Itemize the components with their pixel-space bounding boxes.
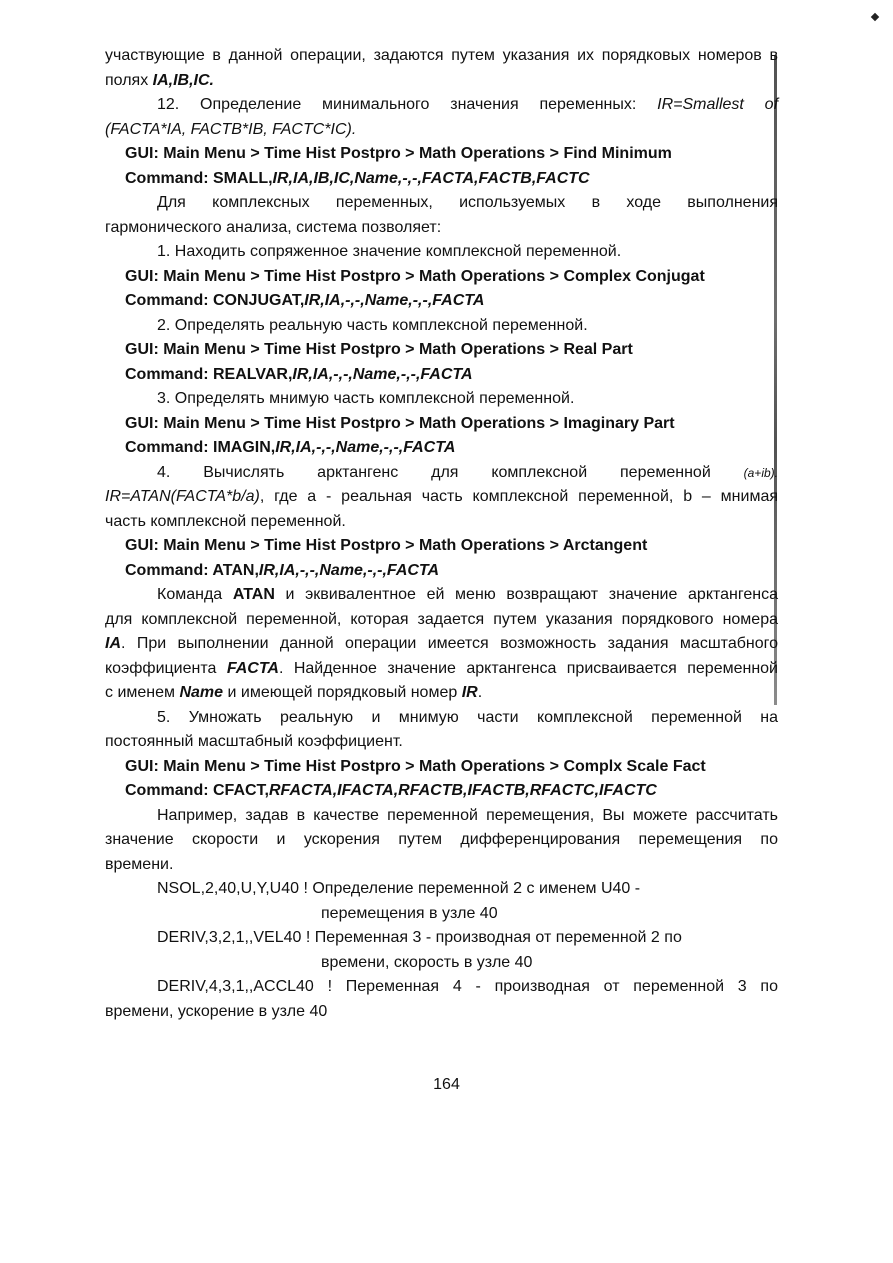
text-span: 1. Находить сопряженное значение комплексной переменной. — [157, 243, 622, 260]
item-4-line-3 — [105, 510, 778, 535]
code-comment: времени, ускорение в узле 40 — [105, 1002, 328, 1020]
text-span: и имеющей порядковый номер — [223, 684, 462, 701]
text-span: 4. Вычислять арктангенс для комплексной переменной — [157, 463, 744, 481]
text-span: постоянный масштабный коэффициент. — [105, 733, 403, 750]
item-5-line-2 — [105, 730, 778, 755]
item-2-gui-path — [125, 338, 778, 363]
item-12-line-2 — [105, 118, 778, 143]
text-span: гармонического анализа, система позволяет: — [105, 218, 442, 236]
item-1-gui-path — [125, 265, 778, 290]
command-args: IR,IA,-,-,Name,-,-,FACTA — [292, 365, 473, 383]
item-3-command — [125, 436, 778, 461]
text-span: участвующие в данной операции, задаются путем указания их порядковых номеров в — [105, 47, 778, 64]
text-span: Например, задав в качестве переменной перемещения, Вы можете рассчитать — [157, 806, 778, 824]
intro-continuation-line-1 — [105, 44, 778, 69]
command-name: Command: IMAGIN, — [125, 439, 276, 456]
example-paragraph-line-1 — [105, 804, 778, 829]
atan-paragraph-line-2 — [105, 608, 778, 633]
item-3-text — [105, 387, 778, 412]
example-2-line-1 — [105, 926, 778, 951]
example-3-line-1 — [105, 975, 778, 1000]
atan-paragraph-line-4 — [105, 657, 778, 682]
item-4-command — [125, 559, 778, 584]
command-name: ATAN — [232, 586, 275, 603]
page-number: 164 — [433, 1076, 460, 1093]
command-args: RFACTA,IFACTA,RFACTB,IFACTB,RFACTC,IFACTC — [269, 782, 657, 799]
gui-path-text: GUI: Main Menu > Time Hist Postpro > Math Operations > Complex Conjugat — [125, 267, 705, 285]
code-text: DERIV,3,2,1,,VEL40 ! Переменная 3 - производная от переменной 2 по — [157, 929, 682, 946]
code-text: DERIV,4,3,1,,ACCL40 ! Переменная 4 - производная от переменной 3 по — [157, 978, 778, 995]
command-args: IR,IA,-,-,Name,-,-,FACTA — [304, 292, 485, 309]
complex-intro-line-1 — [105, 191, 778, 216]
item-12-command — [125, 167, 778, 192]
formula: (FACTA*IA, FACTB*IB, FACTC*IC). — [105, 120, 357, 138]
text-span: , где а - реальная часть комплексной переменной, b – мнимая — [259, 488, 778, 505]
text-span: коэффициента — [105, 659, 227, 677]
item-4-gui-path — [125, 534, 778, 559]
example-2-line-2 — [105, 951, 778, 976]
example-1-line-1 — [105, 877, 778, 902]
argument-name: FACTA — [226, 659, 279, 677]
text-span: . Найденное значение арктангенса присваивается переменной — [278, 659, 778, 677]
page-body — [105, 44, 778, 1024]
scan-corner-mark — [871, 13, 879, 21]
code-comment: времени, скорость в узле 40 — [321, 953, 533, 971]
text-span: с именем — [105, 684, 180, 701]
text-span: и эквивалентное ей меню возвращают значение арктангенса — [274, 586, 778, 603]
argument-name: IR — [461, 684, 478, 701]
text-span: 3. Определять мнимую часть комплексной переменной. — [157, 390, 575, 407]
text-span: 2. Определять реальную часть комплексной переменной. — [157, 316, 588, 334]
command-name: Command: SMALL, — [125, 169, 273, 187]
command-name: Command: REALVAR, — [125, 365, 293, 383]
item-5-gui-path — [125, 755, 778, 780]
item-5-command — [125, 779, 778, 804]
formula: (a+ib). — [743, 465, 778, 480]
text-span: Команда — [157, 586, 233, 603]
command-args: IR,IA,-,-,Name,-,-,FACTA — [258, 561, 440, 579]
argument-fields: IA,IB,IC. — [152, 71, 214, 89]
gui-path-text: GUI: Main Menu > Time Hist Postpro > Math Operations > Find Minimum — [125, 145, 672, 162]
gui-path-text: GUI: Main Menu > Time Hist Postpro > Math Operations > Arctangent — [125, 537, 648, 554]
item-2-command — [125, 363, 778, 388]
text-span: для комплексной переменной, которая задается путем указания порядкового номера — [105, 610, 778, 628]
item-12-gui-path — [125, 142, 778, 167]
command-name: Command: CONJUGAT, — [125, 292, 305, 309]
command-name: Command: ATAN, — [125, 561, 259, 579]
argument-name: IA — [105, 635, 121, 652]
gui-path-text: GUI: Main Menu > Time Hist Postpro > Math Operations > Imaginary Part — [125, 414, 675, 432]
text-span: часть комплексной переменной. — [105, 512, 346, 530]
text-span: времени. — [105, 855, 174, 873]
intro-continuation-line-2 — [105, 69, 778, 94]
item-1-command — [125, 289, 778, 314]
example-3-line-2 — [105, 1000, 778, 1025]
formula: IR=Smallest of — [657, 96, 779, 113]
atan-paragraph-line-5 — [105, 681, 778, 706]
code-comment: перемещения в узле 40 — [321, 904, 498, 922]
text-span: Для комплексных переменных, используемых в ходе выполнения — [157, 194, 778, 211]
item-4-line-1 — [105, 461, 778, 486]
item-1-text — [105, 240, 778, 265]
complex-intro-line-2 — [105, 216, 778, 241]
gui-path-text: GUI: Main Menu > Time Hist Postpro > Math Operations > Real Part — [125, 341, 633, 358]
command-args: IR,IA,IB,IC,Name,-,-,FACTA,FACTB,FACTC — [272, 169, 590, 187]
item-12-line-1 — [105, 93, 778, 118]
text-span: 5. Умножать реальную и мнимую части комплексной переменной на — [157, 708, 778, 726]
atan-paragraph-line-3 — [105, 632, 778, 657]
text-span: 12. Определение минимального значения переменных: — [157, 96, 658, 113]
example-paragraph-line-3 — [105, 853, 778, 878]
example-1-line-2 — [105, 902, 778, 927]
text-span: полях — [105, 71, 153, 89]
item-2-text — [105, 314, 778, 339]
text-span: значение скорости и ускорения путем дифференцирования перемещения по — [105, 831, 778, 848]
text-span: . — [477, 684, 483, 701]
gui-path-text: GUI: Main Menu > Time Hist Postpro > Math Operations > Complx Scale Fact — [125, 757, 706, 775]
command-name: Command: CFACT, — [125, 782, 269, 799]
example-paragraph-line-2 — [105, 828, 778, 853]
atan-paragraph-line-1 — [105, 583, 778, 608]
command-args: IR,IA,-,-,Name,-,-,FACTA — [275, 439, 456, 456]
formula: IR=ATAN(FACTA*b/a) — [105, 488, 260, 505]
item-3-gui-path — [125, 412, 778, 437]
code-text: NSOL,2,40,U,Y,U40 ! Определение переменной 2 с именем U40 - — [157, 880, 641, 897]
argument-name: Name — [179, 684, 224, 701]
text-span: . При выполнении данной операции имеется возможность задания масштабного — [121, 635, 778, 652]
item-4-line-2 — [105, 485, 778, 510]
item-5-line-1 — [105, 706, 778, 731]
